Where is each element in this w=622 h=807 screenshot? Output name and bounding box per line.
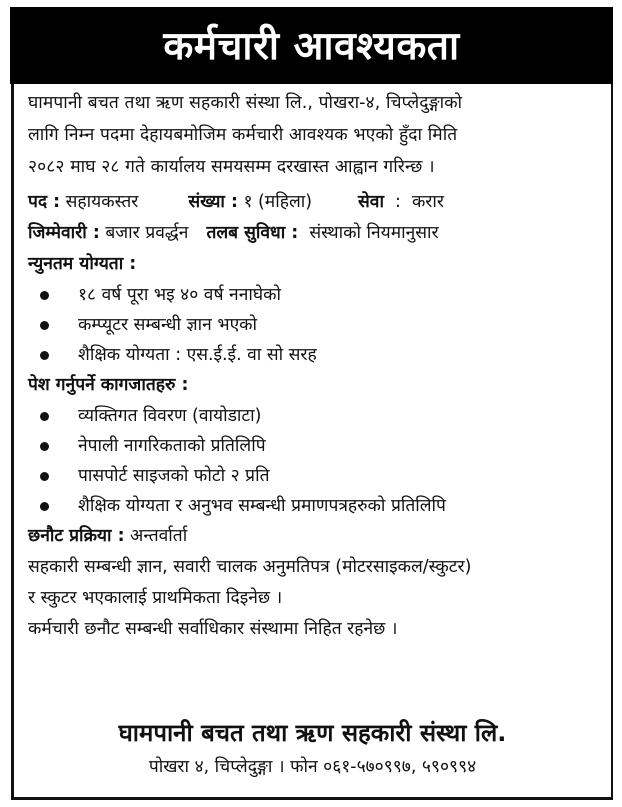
notice-content bbox=[28, 87, 604, 645]
notice-body-box bbox=[11, 84, 613, 800]
selection-process-row bbox=[28, 521, 604, 552]
selection-label: छनौट प्रक्रिया : bbox=[28, 526, 125, 546]
salary-label: तलब सुविधा : bbox=[206, 223, 299, 243]
list-item bbox=[28, 340, 604, 370]
list-item bbox=[28, 280, 604, 310]
list-item-text: शैक्षिक योग्यता : एस.ई.ई. वा सो सरह bbox=[78, 345, 317, 365]
count-label: संख्या : bbox=[188, 192, 238, 212]
list-item bbox=[28, 491, 604, 521]
qualifications-list bbox=[28, 280, 604, 370]
responsibility-value: बजार प्रवर्द्धन bbox=[99, 223, 189, 243]
list-item-text: कम्प्यूटर सम्बन्धी ज्ञान भएको bbox=[78, 315, 258, 335]
count-value: १ (महिला) bbox=[237, 192, 313, 212]
notice-header-banner bbox=[10, 7, 613, 84]
responsibility-label: जिम्मेवारी : bbox=[28, 223, 100, 243]
service-label: सेवा bbox=[358, 192, 384, 212]
bullet-icon bbox=[40, 472, 49, 481]
bullet-icon bbox=[40, 412, 49, 421]
list-item bbox=[28, 310, 604, 340]
intro-paragraph bbox=[28, 87, 604, 183]
selection-note: सहकारी सम्बन्धी ज्ञान, सवारी चालक अनुमतिपत्र (मोटरसाइकल/स्कुटर) bbox=[28, 557, 472, 577]
qualifications-heading: न्युनतम योग्यता : bbox=[28, 254, 137, 274]
selection-note: र स्कुटर भएकालाई प्राथमिकता दिइनेछ । bbox=[28, 588, 283, 608]
bullet-icon bbox=[40, 502, 49, 511]
organization-address: पोखरा ४, चिप्लेदुङ्गा । फोन ०६१-५७०९९७, ५९०९९४ bbox=[148, 757, 477, 777]
list-item bbox=[28, 431, 604, 461]
list-item bbox=[28, 401, 604, 431]
post-value: सहायकस्तर bbox=[60, 192, 139, 212]
list-item-text: शैक्षिक योग्यता र अनुभव सम्बन्धी प्रमाणपत्रहरुको प्रतिलिपि bbox=[78, 496, 446, 516]
service-value: : करार bbox=[383, 192, 445, 212]
documents-list bbox=[28, 401, 604, 521]
bullet-icon bbox=[40, 321, 49, 330]
intro-line: घामपानी बचत तथा ऋण सहकारी संस्था लि., पोखरा-४, चिप्लेदुङ्गाको bbox=[28, 93, 463, 113]
list-item bbox=[28, 461, 604, 491]
organization-name: घामपानी बचत तथा ऋण सहकारी संस्था लि. bbox=[118, 719, 507, 747]
documents-heading: पेश गर्नुपर्ने कागजातहरु : bbox=[28, 375, 189, 395]
responsibility-row bbox=[28, 218, 604, 249]
selection-value: अन्तर्वार्ता bbox=[124, 526, 188, 546]
bullet-icon bbox=[40, 442, 49, 451]
intro-line: २०८२ माघ २८ गते कार्यालय समयसम्म दरखास्त आह्वान गरिन्छ । bbox=[28, 157, 435, 177]
bullet-icon bbox=[40, 351, 49, 360]
intro-line: लागि निम्न पदमा देहायबमोजिम कर्मचारी आवश्यक भएको हुँदा मिति bbox=[28, 125, 458, 145]
bullet-icon bbox=[40, 291, 49, 300]
salary-value: संस्थाको नियमानुसार bbox=[298, 223, 439, 243]
list-item-text: पासपोर्ट साइजको फोटो २ प्रति bbox=[78, 466, 270, 486]
list-item-text: नेपाली नागरिकताको प्रतिलिपि bbox=[78, 436, 266, 456]
selection-note: कर्मचारी छनौट सम्बन्धी सर्वाधिकार संस्थामा निहित रहनेछ । bbox=[28, 619, 398, 639]
post-label: पद : bbox=[28, 192, 61, 212]
list-item-text: व्यक्तिगत विवरण (वायोडाटा) bbox=[78, 406, 262, 426]
post-details-row bbox=[28, 187, 604, 218]
list-item-text: १८ वर्ष पूरा भइ ४० वर्ष ननाघेको bbox=[78, 285, 281, 305]
notice-title: कर्मचारी आवश्यकता bbox=[163, 24, 460, 69]
